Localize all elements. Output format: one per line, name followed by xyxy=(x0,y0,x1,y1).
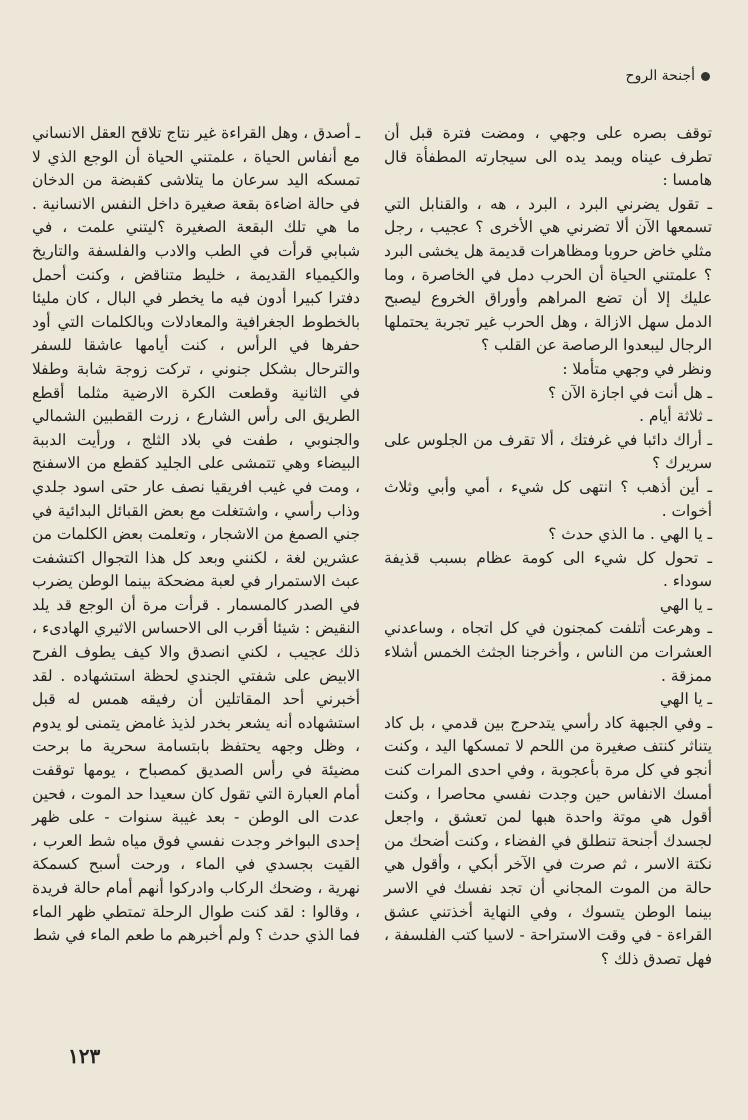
page-number: ١٢٣ xyxy=(68,1044,101,1068)
running-header xyxy=(400,64,710,88)
paragraph: ـ وهرعت أتلفت كمجنون في كل اتجاه ، وساعدني العشرات من الناس ، وأخرجنا الجثث الخمس أشلاء ممزقة . xyxy=(384,619,712,685)
paragraph: ونظر في وجهي متأملا : xyxy=(562,359,712,378)
text-column-left xyxy=(32,122,360,948)
paragraph: ـ أين أذهب ؟ انتهى كل شيء ، أمي وأبي وثلاث أخوات . xyxy=(384,477,712,520)
paragraph: ـ أراك دائبا في غرفتك ، ألا تقرف من الجلوس على سريرك ؟ xyxy=(384,430,712,473)
paragraph: ـ يا الهي xyxy=(659,595,712,614)
text-column-right xyxy=(384,122,712,971)
bullet-icon xyxy=(701,72,710,81)
paragraph: ـ أصدق ، وهل القراءة غير نتاج تلاقح العقل الانساني مع أنفاس الحياة ، علمتني الحياة أن الوجع الذي لا تمسكه اليد سرعان ما يتلاشى كقبضة من الدخان في حالة اضاءة بقعة صغيرة داخل النفس الانسانية . ما هي تلك البقعة الصغيرة ؟ليتني علمت ، في شبابي قرأت في الطب والادب والفلسفة والتاريخ والكيمياء القديمة ، خليط متناقض ، وكنت أحمل دفترا كبيرا أدون فيه ما يخطر في البال ، كان مليئا بالخطوط الجغرافية والمعادلات وبالكلمات التي أود حفرها في الرأس ، كنت أيامها عاشقا للسفر والترحال بشكل جنوني ، تركت زوجة شابة وطفلا في الثانية وقطعت الكرة الارضية مثلما أقطع الطريق الى رأس الشارع ، زرت القطبين الشمالي والجنوبي ، طفت في بلاد الثلج ، ورأيت الدببة البيضاء وهي تتمشى على الجليد كقطع من الاسفنج ، ومت في غيب افريقيا نصف عار حتى اسود جلدي وذاب رأسي ، واشتغلت مع بعض القبائل البدائية في جني الصمغ من الاشجار ، وتعلمت بعض الكلمات من عشرين لغة ، لكنني وبعد كل هذا التجوال اكتشفت عبث الاستمرار في لعبة مضحكة بينما الوطن يضرب في الصدر كالمسمار . قرأت مرة أن الوجع قد يلد النقيض : شيئا أقرب الى الاحساس الاثيري الهادىء ، ذلك عجيب ، لكني انصدق والا كيف يطوف الفرح الابيض على شفتي الجندي لحظة استشهاده . لقد أخبرني أحد المقاتلين أن رفيقه همس له قبل استشهاده أنه يشعر بخدر لذيذ غامض يتمنى لو يدوم ، وظل وجهه يحتفظ بابتسامة سحرية ما برحت مضيئة في رأس الصديق كمصباح ، يومها توقفت أمام العبارة التي تقول كان سعيدا حد الموت ، فحين عدت الى الوطن - بعد غيبة سنوات - على ظهر إحدى البواخر وجدت نفسي فوق مياه شط العرب ، القيت بجسدي في الماء ، ورحت أسبح كسمكة نهرية ، وضحك الركاب وادركوا أنهم أمام حالة فريدة ، وقالوا : لقد كنت طوال الرحلة تمتطي ظهر الماء فما الذي حدث ؟ ولم أخبرهم ما طعم الماء في شط xyxy=(32,124,360,945)
paragraph: ـ يا الهي . ما الذي حدث ؟ xyxy=(548,525,712,544)
paragraph: توقف بصره على وجهي ، ومضت فترة قبل أن تطرف عيناه ويمد يده الى سيجارته المطفأة قال هامسا : xyxy=(384,124,712,190)
paragraph: ـ يا الهي xyxy=(659,690,712,709)
paragraph: ـ ثلاثة أيام . xyxy=(639,407,712,426)
paragraph: ـ تحول كل شيء الى كومة عظام بسبب قذيفة سوداء . xyxy=(384,548,712,591)
paragraph: ـ وفي الجبهة كاد رأسي يتدحرج بين قدمي ، بل كاد يتناثر كنتف صغيرة من اللحم لا تمسكها اليد ، وكنت أنجو في كل مرة بأعجوبة ، وفي احدى المرات كنت أمسك الانفاس حين وجدت نفسي محاصرا ، وكنت أقول هي موتة واحدة هبها لمن تعشق ، واجعل لجسدك أجنحة تنطلق في الفضاء ، وكنت أضحك من نكتة الاسر ، ثم صرت في الآخر أبكي ، وأقول هي حالة من الموت المجاني أن تجد نفسك في الاسر بينما الوطن يتسوك ، وفي النهاية أخذتني عشق القراءة - في وقت الاستراحة - لاسيا كتب الفلسفة ، فهل تصدق ذلك ؟ xyxy=(384,713,712,968)
paragraph: ـ هل أنت في اجازة الآن ؟ xyxy=(548,383,712,402)
book-title: أجنحة الروح xyxy=(625,68,695,84)
paragraph: ـ تقول يضرني البرد ، البرد ، هه ، والقنابل التي تسمعها الآن ألا تضرني هي الأخرى ؟ عجيب ، رجل مثلي خاض حروبا ومظاهرات قديمة هل يخشى البرد ؟ علمتني الحياة أن الحرب دمل في الخاصرة ، وما عليك إلا أن تضع المراهم وأوراق الخروع ليصبح الدمل سهل الازالة ، وهل الحرب غير تجربة يحتملها الرجال ليبعدوا الرصاصة عن القلب ؟ xyxy=(384,194,712,355)
